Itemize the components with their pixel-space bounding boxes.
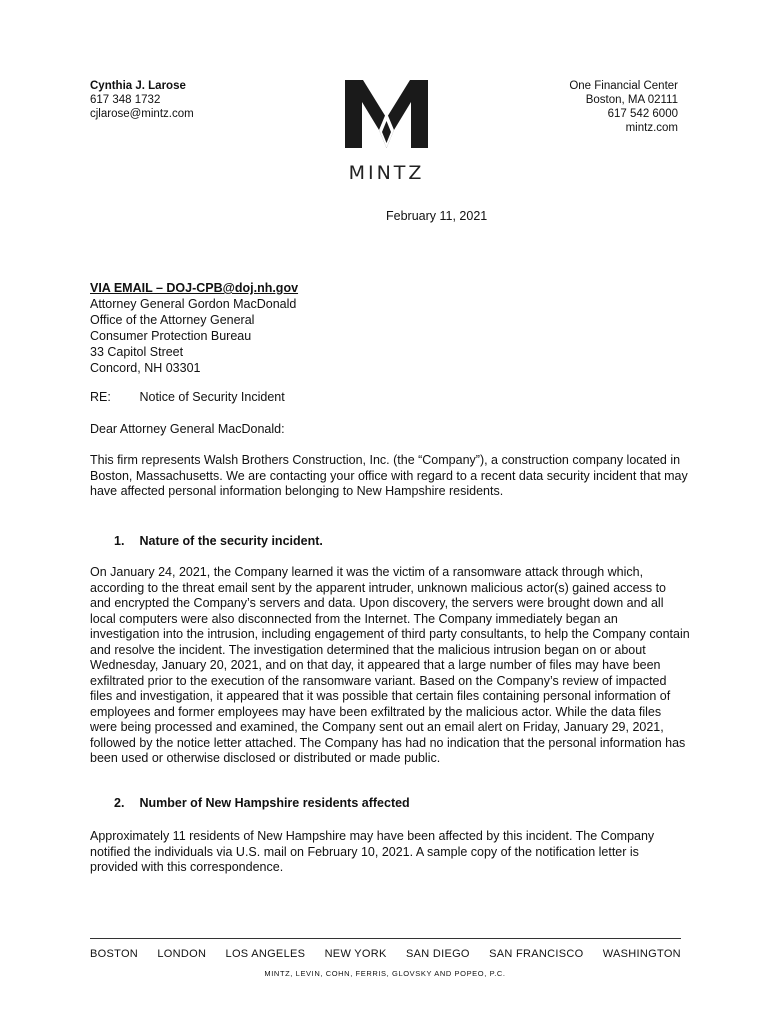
office-item: BOSTON [90, 948, 139, 960]
sender-phone: 617 348 1732 [90, 94, 161, 106]
firm-address-line: One Financial Center [569, 80, 678, 92]
office-item: NEW YORK [324, 948, 387, 960]
residents-paragraph: Approximately 11 residents of New Hampshire may have been affected by this incident. The Company notified the individuals via U.S. mail on February 10, 2021. A sample copy of the notification letter is provided with this correspondence. [90, 829, 655, 874]
recipient-line: Consumer Protection Bureau [90, 329, 252, 343]
firm-wordmark: MINTZ [348, 162, 425, 184]
section-title: Nature of the security incident. [139, 534, 323, 548]
section-number: 2. [114, 796, 125, 810]
firm-address-line: 617 542 6000 [607, 108, 678, 120]
recipient-line: 33 Capitol Street [90, 345, 184, 359]
firm-address-line: mintz.com [625, 122, 678, 134]
sender-block [90, 79, 194, 121]
recipient-line: Office of the Attorney General [90, 313, 255, 327]
re-label: RE: [90, 390, 111, 404]
recipient-line: Attorney General Gordon MacDonald [90, 297, 297, 311]
re-subject: Notice of Security Incident [139, 390, 285, 404]
footer-divider [90, 938, 681, 939]
via-email-line: VIA EMAIL – DOJ-CPB@doj.nh.gov [90, 281, 299, 295]
office-item: LONDON [157, 948, 207, 960]
recipient-block [90, 280, 298, 376]
letter-date: February 11, 2021 [386, 209, 488, 223]
recipient-line: Concord, NH 03301 [90, 361, 201, 375]
firm-logo [345, 80, 430, 184]
mintz-m-logo-icon [345, 80, 428, 148]
sender-name: Cynthia J. Larose [90, 80, 186, 92]
firm-address-line: Boston, MA 02111 [585, 94, 678, 106]
office-item: SAN DIEGO [405, 948, 470, 960]
office-item: LOS ANGELES [225, 948, 306, 960]
section-title: Number of New Hampshire residents affected [139, 796, 410, 810]
section-heading [114, 534, 323, 548]
sender-email: cjlarose@mintz.com [90, 108, 194, 120]
firm-address [569, 79, 678, 135]
nature-paragraph: On January 24, 2021, the Company learned it was the victim of a ransomware attack through which, according to the threat email sent by the apparent intruder, unknown malicious actor(s) gained access to and encrypted the Company’s servers and data. Upon discovery, the servers were brought down and all local computers were also disconnected from the Internet. The Company immediately began an investigation into the intrusion, including engagement of third party consultants, to help the Company contain and resolve the incident. The investigation determined that the malicious intrusion began on or about Wednesday, January 20, 2021, and on that day, it appeared that a large number of files may have been exfiltrated prior to the execution of the ransomware variant. Based on the Company’s review of impacted files and investigation, it appeared that it was possible that certain files containing personal information of employees and former employees may have been exfiltrated by the malicious actor. While the data files were being processed and examined, the Company sent out an email alert on Friday, January 29, 2021, followed by the notice letter attached. The Company has had no indication that the personal information has been used or otherwise disclosed or distributed or made public. [90, 565, 690, 765]
section-heading [114, 796, 410, 810]
intro-paragraph: This firm represents Walsh Brothers Construction, Inc. (the “Company”), a construction company located in Boston, Massachusetts. We are contacting your office with regard to a recent data security incident that may have affected personal information belonging to New Hampshire residents. [90, 453, 688, 498]
re-line [90, 390, 285, 404]
salutation: Dear Attorney General MacDonald: [90, 422, 285, 436]
footer-firm-name: MINTZ, LEVIN, COHN, FERRIS, GLOVSKY AND POPEO, P.C. [264, 969, 506, 978]
office-list [90, 948, 681, 960]
office-item: SAN FRANCISCO [489, 948, 584, 960]
section-number: 1. [114, 534, 125, 548]
office-item: WASHINGTON [602, 948, 681, 960]
